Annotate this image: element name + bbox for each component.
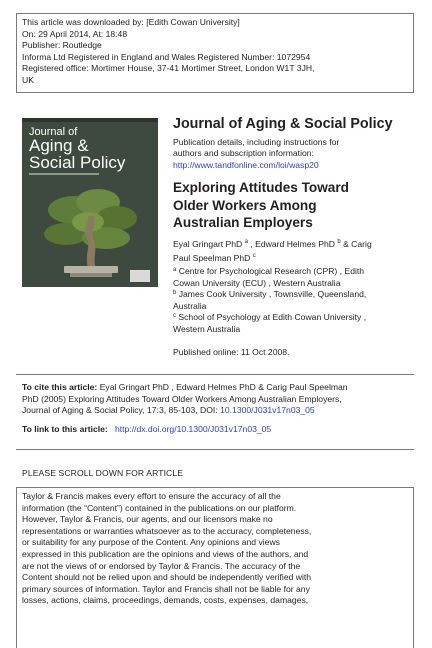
tree-foliage [97,206,137,230]
journal-url-link[interactable]: http://www.tandfonline.com/loi/wasp20 [173,159,319,170]
affiliation-c [173,312,418,335]
download-info-box [16,13,414,93]
cover-title-line3: Social Policy [29,153,126,172]
article-title [173,179,413,232]
download-info-line: On: 29 April 2014, At: 18:48 [22,28,128,39]
disclaimer-line: However, Taylor & Francis, our agents, and our licensors make no [22,514,273,525]
affiliation-a [173,266,418,289]
journal-title: Journal of Aging & Social Policy [173,116,393,132]
citation-text: PhD (2005) Exploring Attitudes Toward Older Workers Among Australian Employers, [22,393,342,404]
author-affiliation-marker: a [244,239,248,245]
download-info-line: Informa Ltd Registered in England and Wales Registered Number: 1072954 [22,51,311,62]
cover-title-line1: Journal of [29,126,78,138]
affiliation-text: Australia [173,300,207,311]
disclaimer-line: are not the views of or endorsed by Taylor & Francis. The accuracy of the [22,560,301,571]
author-name-part: & Carig [343,239,372,249]
affiliation-list [173,266,418,336]
publication-details-line: authors and subscription information: [173,148,314,159]
cover-artwork [22,118,158,287]
author-list: Eyal Gringart PhD $^a$ , Edward Helmes PhD $^b$ & Carig Paul Speelman PhD $^c$ [173,239,372,263]
affiliation-text: Cowan University (ECU) , Western Australia [173,277,341,288]
disclaimer-line: losses, actions, claims, proceedings, demands, costs, expenses, damages, [22,595,309,606]
affiliation-text: Centre for Psychological Research (CPR) , Edith [178,266,365,276]
disclaimer-line: expressed in this publication are the opinions and views of the authors, and [22,548,309,559]
published-date: Published online: 11 Oct 2008. [173,347,290,357]
disclaimer-line: or suitability for any purpose of the Content. Any opinions and views [22,537,280,548]
link-label: To link to this article: [22,423,108,434]
article-title-line: Older Workers Among [173,197,317,213]
publication-details-line: Publication details, including instructions for [173,137,340,147]
publication-details [173,137,413,171]
cite-label: To cite this article: [22,382,98,392]
disclaimer-box [16,487,414,648]
citation-text: Journal of Aging & Social Policy, 17:3, 85-103, DOI: [22,405,218,416]
disclaimer-line: primary sources of information. Taylor and Francis shall not be liable for any [22,583,310,594]
affiliation-marker: c [173,313,176,320]
cover-title-line2: Aging & [29,136,89,155]
article-title-line: Australian Employers [173,215,313,230]
author-name: Edward Helmes PhD [255,239,335,249]
disclaimer-line: Taylor & Francis makes every effort to ensure the accuracy of all the [22,491,281,501]
affiliation-b [173,289,418,312]
author-affiliation-marker: b [337,239,341,245]
download-info-line: This article was downloaded by: [Edith Cowan University] [22,17,240,27]
disclaimer-line: representations or warranties whatsoever as to the accuracy, completeness, [22,525,312,536]
affiliation-text: Western Australia [173,323,241,334]
download-info-line: Publisher: Routledge [22,40,102,51]
affiliation-text: School of Psychology at Edith Cowan University , [178,312,367,323]
citation-text: Eyal Gringart PhD , Edward Helmes PhD & Carig Paul Speelman [99,382,348,392]
download-info-line: UK [22,74,34,85]
author-name: Eyal Gringart PhD [173,239,243,249]
article-title-line: Exploring Attitudes Toward [173,180,349,195]
affiliation-marker: b [173,290,177,297]
disclaimer-line: information (the “Content”) contained in the publications on our platform. [22,502,297,513]
scroll-notice: PLEASE SCROLL DOWN FOR ARTICLE [22,468,184,478]
doi-link[interactable]: 10.1300/J031v17n03_05 [220,405,315,416]
article-url-link[interactable]: http://dx.doi.org/10.1300/J031v17n03_05 [114,423,272,434]
affiliation-marker: a [173,267,177,273]
publisher-logo [130,270,150,282]
journal-cover-image [22,118,158,287]
bonsai-pot-base [70,273,112,277]
bonsai-pot [64,266,118,273]
author-affiliation-marker: c [252,253,256,259]
author-name: Paul Speelman PhD [173,253,251,263]
citation-box [16,374,414,450]
download-info-line: Registered office: Mortimer House, 37-41 Mortimer Street, London W1T 3JH, [22,63,315,74]
affiliation-text: James Cook University , Townsville, Queensland, [178,289,367,300]
disclaimer-line: Content should not be relied upon and should be independently verified with [22,572,312,583]
